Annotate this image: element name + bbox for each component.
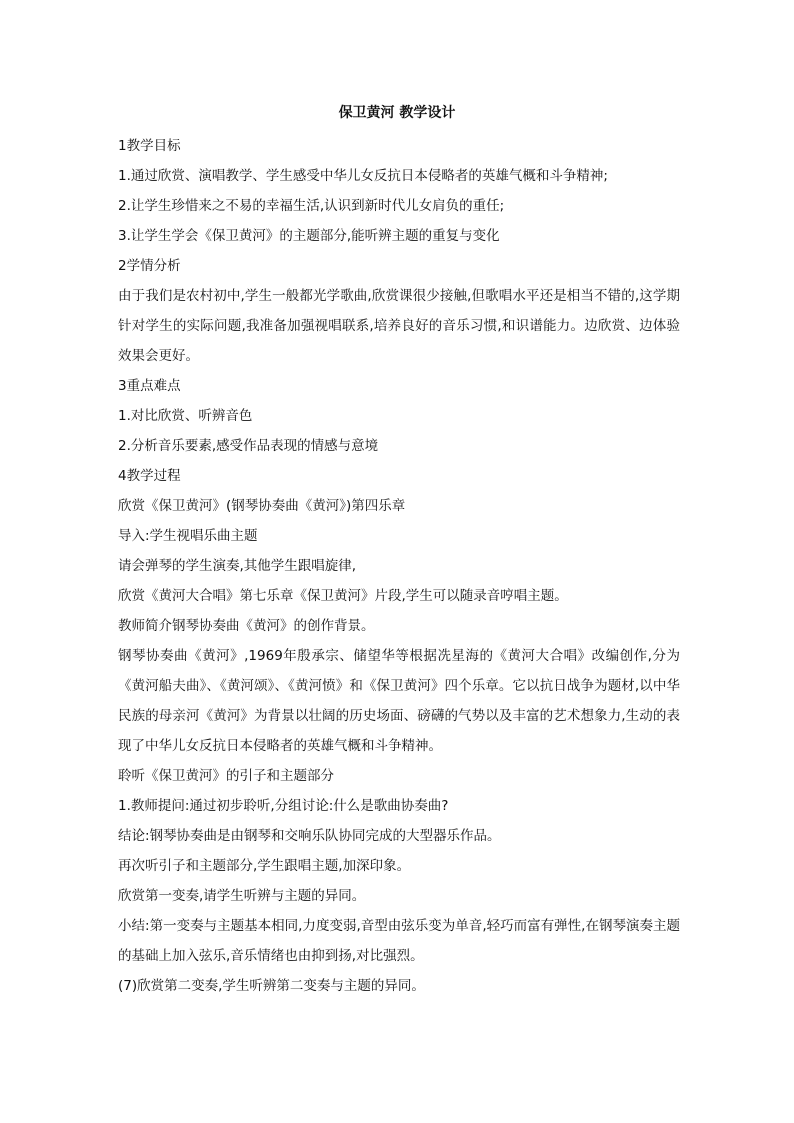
- summary-paragraph: 小结:第一变奏与主题基本相同,力度变弱,音型由弦乐变为单音,轻巧而富有弹性,在钢琴演奏主题的基础上加入弦乐,音乐情绪也由抑到扬,对比强烈。: [118, 918, 680, 964]
- process-line: 教师简介钢琴协奏曲《黄河》的创作背景。: [118, 618, 375, 634]
- process-line: 欣赏《保卫黄河》(钢琴协奏曲《黄河》)第四乐章: [118, 498, 406, 514]
- process-line: 1.教师提问:通过初步聆听,分组讨论:什么是歌曲协奏曲?: [118, 798, 449, 814]
- section-heading-key-points: 3重点难点: [118, 378, 181, 394]
- section-heading-goals: 1教学目标: [118, 138, 181, 154]
- goal-item-1: 1.通过欣赏、演唱教学、学生感受中华儿女反抗日本侵略者的英雄气概和斗争精神;: [118, 168, 608, 184]
- process-line: (7)欣赏第二变奏,学生听辨第二变奏与主题的异同。: [118, 978, 425, 994]
- process-line: 聆听《保卫黄河》的引子和主题部分: [118, 768, 334, 784]
- section-heading-process: 4教学过程: [118, 468, 181, 484]
- document-body: [118, 131, 680, 1001]
- section-heading-analysis: 2学情分析: [118, 258, 181, 274]
- goal-item-3: 3.让学生学会《保卫黄河》的主题部分,能听辨主题的重复与变化: [118, 228, 500, 244]
- analysis-paragraph: 由于我们是农村初中,学生一般都光学歌曲,欣赏课很少接触,但歌唱水平还是相当不错的,这学期针对学生的实际问题,我准备加强视唱联系,培养良好的音乐习惯,和识谱能力。边欣赏、边体验效果会更好。: [118, 288, 680, 364]
- goal-item-2: 2.让学生珍惜来之不易的幸福生活,认识到新时代儿女肩负的重任;: [118, 198, 505, 214]
- key-point-2: 2.分析音乐要素,感受作品表现的情感与意境: [118, 438, 379, 454]
- process-line: 请会弹琴的学生演奏,其他学生跟唱旋律,: [118, 558, 357, 574]
- process-line: 结论:钢琴协奏曲是由钢琴和交响乐队协同完成的大型器乐作品。: [118, 828, 501, 844]
- process-line: 欣赏第一变奏,请学生听辨与主题的异同。: [118, 888, 366, 904]
- process-line: 导入:学生视唱乐曲主题: [118, 528, 258, 544]
- document-title: 保卫黄河 教学设计: [338, 105, 456, 121]
- key-point-1: 1.对比欣赏、听辨音色: [118, 408, 253, 424]
- background-paragraph: 钢琴协奏曲《黄河》,1969年殷承宗、储望华等根据冼星海的《黄河大合唱》改编创作,分为《黄河船夫曲》、《黄河颂》、《黄河愤》和《保卫黄河》四个乐章。它以抗日战争为题材,以中华民族的母亲河《黄河》为背景以壮阔的历史场面、磅礴的气势以及丰富的艺术想象力,生动的表现了中华儿女反抗日本侵略者的英雄气概和斗争精神。: [118, 648, 680, 754]
- process-line: 欣赏《黄河大合唱》第七乐章《保卫黄河》片段,学生可以随录音哼唱主题。: [118, 588, 568, 604]
- process-line: 再次听引子和主题部分,学生跟唱主题,加深印象。: [118, 858, 411, 874]
